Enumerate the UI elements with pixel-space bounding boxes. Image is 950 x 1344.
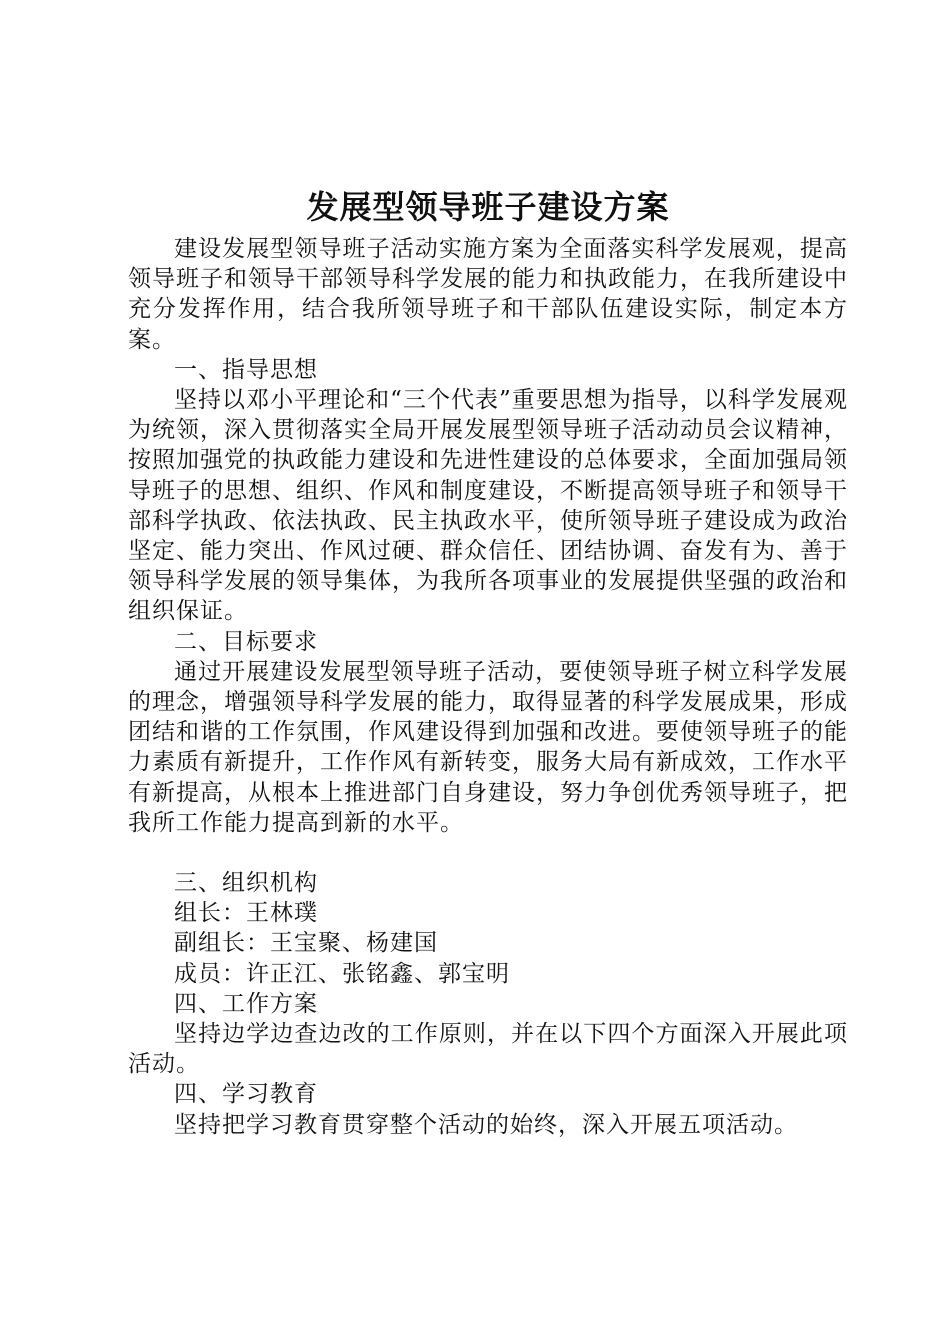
section-heading-organization: 三、组织机构 [174, 870, 318, 897]
section-body-guiding-ideology: 坚持以邓小平理论和“三个代表”重要思想为指导，以科学发展观为统领，深入贯彻落实全局开展发展型领导班子活动动员会议精神，按照加强党的执政能力建设和先进性建设的总体要求，全面加强局领导班子的思想、组织、作风和制度建设，不断提高领导班子和领导干部科学执政、依法执政、民主执政水平，使所领导班子建设成为政治坚定、能力突出、作风过硬、群众信任、团结协调、奋发有为、善于领导科学发展的领导集体，为我所各项事业的发展提供坚强的政治和组织保证。 [128, 387, 848, 625]
document-page [128, 182, 848, 1140]
section-body-work-plan: 坚持边学边查边改的工作原则，并在以下四个方面深入开展此项活动。 [128, 1021, 848, 1078]
section-heading-guiding-ideology: 一、指导思想 [174, 356, 318, 383]
section-body-goals: 通过开展建设发展型领导班子活动，要使领导班子树立科学发展的理念，增强领导科学发展的能力，取得显著的科学发展成果，形成团结和谐的工作氛围，作风建设得到加强和改进。要使领导班子的能力素质有新提升，工作作风有新转变，服务大局有新成效，工作水平有新提高，从根本上推进部门自身建设，努力争创优秀领导班子，把我所工作能力提高到新的水平。 [128, 658, 848, 836]
section-heading-study-education: 四、学习教育 [174, 1081, 318, 1108]
section-heading-goals: 二、目标要求 [174, 628, 318, 655]
org-leader: 组长：王林璞 [174, 900, 318, 927]
blank-line [128, 838, 848, 868]
org-deputy-leader: 副组长：王宝聚、杨建国 [174, 930, 438, 957]
section-body-study-education: 坚持把学习教育贯穿整个活动的始终，深入开展五项活动。 [174, 1111, 798, 1138]
document-title: 发展型领导班子建设方案 [306, 188, 670, 226]
intro-paragraph: 建设发展型领导班子活动实施方案为全面落实科学发展观，提高领导班子和领导干部领导科学发展的能力和执政能力，在我所建设中充分发挥作用，结合我所领导班子和干部队伍建设实际，制定本方案。 [128, 236, 848, 353]
section-heading-work-plan: 四、工作方案 [174, 990, 318, 1017]
org-members: 成员：许正江、张铭鑫、郭宝明 [174, 960, 510, 987]
